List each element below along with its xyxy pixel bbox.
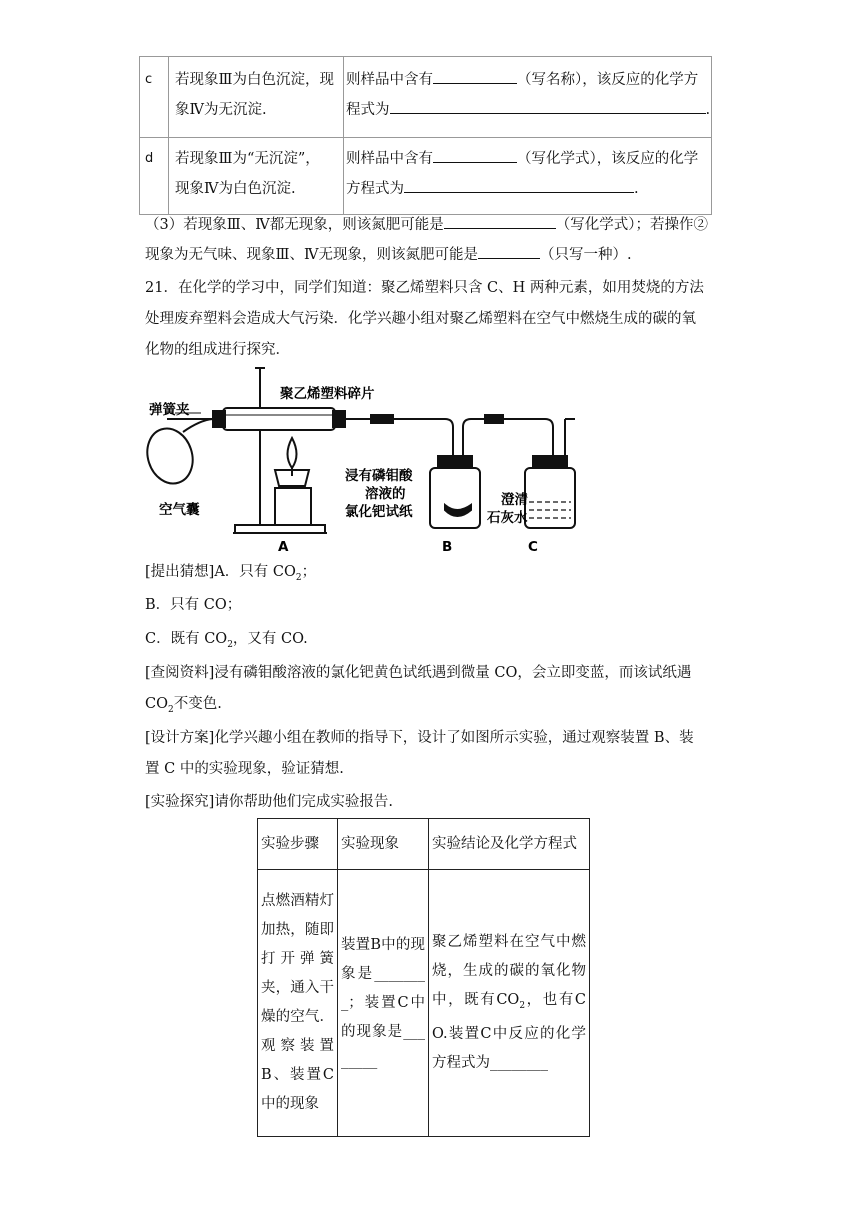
table-row [140,138,712,215]
limewater-label: 石灰水 [487,510,528,526]
conclusion-text: 程式为 [346,102,390,118]
bottle-b [430,468,480,528]
flame [288,438,297,468]
conclusion-text: . [634,181,639,197]
answer-blank[interactable] [478,243,540,259]
limewater-label: 澄清 [501,492,528,508]
design-line: 置 C 中的实验现象，验证猜想. [145,761,344,777]
result-table [139,56,712,215]
air-bag [145,423,200,490]
report-table [257,818,590,1137]
reference-line: [查阅资料]浸有磷钼酸溶液的氯化钯黄色试纸遇到微量 CO，会立即变蓝，而该试纸遇 [145,665,692,681]
condition-cell [169,138,344,215]
table-row [140,57,712,138]
combustion-tube [223,408,335,430]
answer-blank[interactable] [433,147,517,163]
stopper [213,411,225,427]
stopper [333,411,345,427]
condition-line: 若现象Ⅲ为白色沉淀，现 [175,72,334,88]
apparatus-label-b: B [442,539,453,555]
question-21-line: 化物的组成进行探究． [145,342,290,358]
table-header-row [258,819,590,870]
question-3-line: （3）若现象Ⅲ、Ⅳ都无现象，则该氮肥可能是 （写化学式）；若操作② [145,213,708,234]
reference-line: $CO_2$不变色. [145,696,222,715]
conclusion-cell: 聚乙烯塑料在空气中燃烧，生成的碳的氧化物中，既有$CO_2$，也有CO.装置C中反应的化学方程式为________ [429,870,590,1137]
header-cell: 实验现象 [338,819,429,870]
answer-blank[interactable] [390,98,706,114]
plastic-label: 聚乙烯塑料碎片 [280,386,375,402]
answer-blank[interactable] [404,177,634,193]
question-3-line: 现象为无气味、现象Ⅲ、Ⅳ无现象，则该氮肥可能是 （只写一种）. [145,243,632,264]
conclusion-text: . [705,102,711,118]
phenomenon-cell: 装置B中的现象是________；装置C中的现象是________ [338,870,429,1137]
bottle-c [525,468,575,528]
apparatus-label-c: C [528,539,538,555]
header-cell: 实验结论及化学方程式 [429,819,590,870]
conclusion-text: （写名称），该反应的化学方 [517,72,699,88]
spring-clip-label: 弹簧夹 [149,402,190,418]
paper-label: 氯化钯试纸 [345,504,413,520]
condition-line: 若现象Ⅲ为“无沉淀”， [175,151,320,167]
apparatus-diagram [145,360,585,556]
paper-label: 溶液的 [365,486,406,502]
conclusion-text: （写化学式），该反应的化学 [517,151,699,167]
question-21-line: 处理废弃塑料会造成大气污染．化学兴趣小组对聚乙烯塑料在空气中燃烧生成的碳的氧 [145,311,696,327]
answer-blank[interactable]: ________ [490,1055,548,1072]
condition-line: 现象Ⅳ为白色沉淀. [175,181,296,197]
apparatus-label-a: A [278,539,289,555]
explore-line: [实验探究]请你帮助他们完成实验报告. [145,794,393,810]
condition-line: 象Ⅳ为无沉淀. [175,102,267,118]
row-label: d [140,138,169,215]
conclusion-cell [344,138,712,215]
hypothesis-a: [提出猜想]A．只有 $CO_2$； [145,564,317,583]
answer-blank[interactable]: ________ [341,965,425,1011]
design-line: [设计方案]化学兴趣小组在教师的指导下，设计了如图所示实验，通过观察装置 B、装 [145,730,694,746]
paper-label: 浸有磷钼酸 [345,468,413,484]
conclusion-text: 方程式为 [346,181,404,197]
hypothesis-b: B．只有 CO； [145,597,242,613]
answer-blank[interactable] [433,68,517,84]
step-cell: 点燃酒精灯加热，随即打开弹簧夹，通入干燥的空气．观察装置B、装置C中的现象 [258,870,338,1137]
condition-cell [169,57,344,138]
table-row [258,870,590,1137]
air-bag-label: 空气囊 [159,502,200,518]
conclusion-text: 则样品中含有 [346,72,433,88]
answer-blank[interactable]: ________ [341,1023,425,1069]
question-21-line: 21．在化学的学习中，同学们知道：聚乙烯塑料只含 C、H 两种元素，如用焚烧的方法 [145,280,704,296]
answer-blank[interactable] [444,213,556,229]
row-label: c [140,57,169,138]
conclusion-cell [344,57,712,138]
hypothesis-c: C．既有 $CO_2$，又有 CO. [145,631,308,650]
conclusion-text: 则样品中含有 [346,151,433,167]
stand-base [235,525,325,533]
header-cell: 实验步骤 [258,819,338,870]
